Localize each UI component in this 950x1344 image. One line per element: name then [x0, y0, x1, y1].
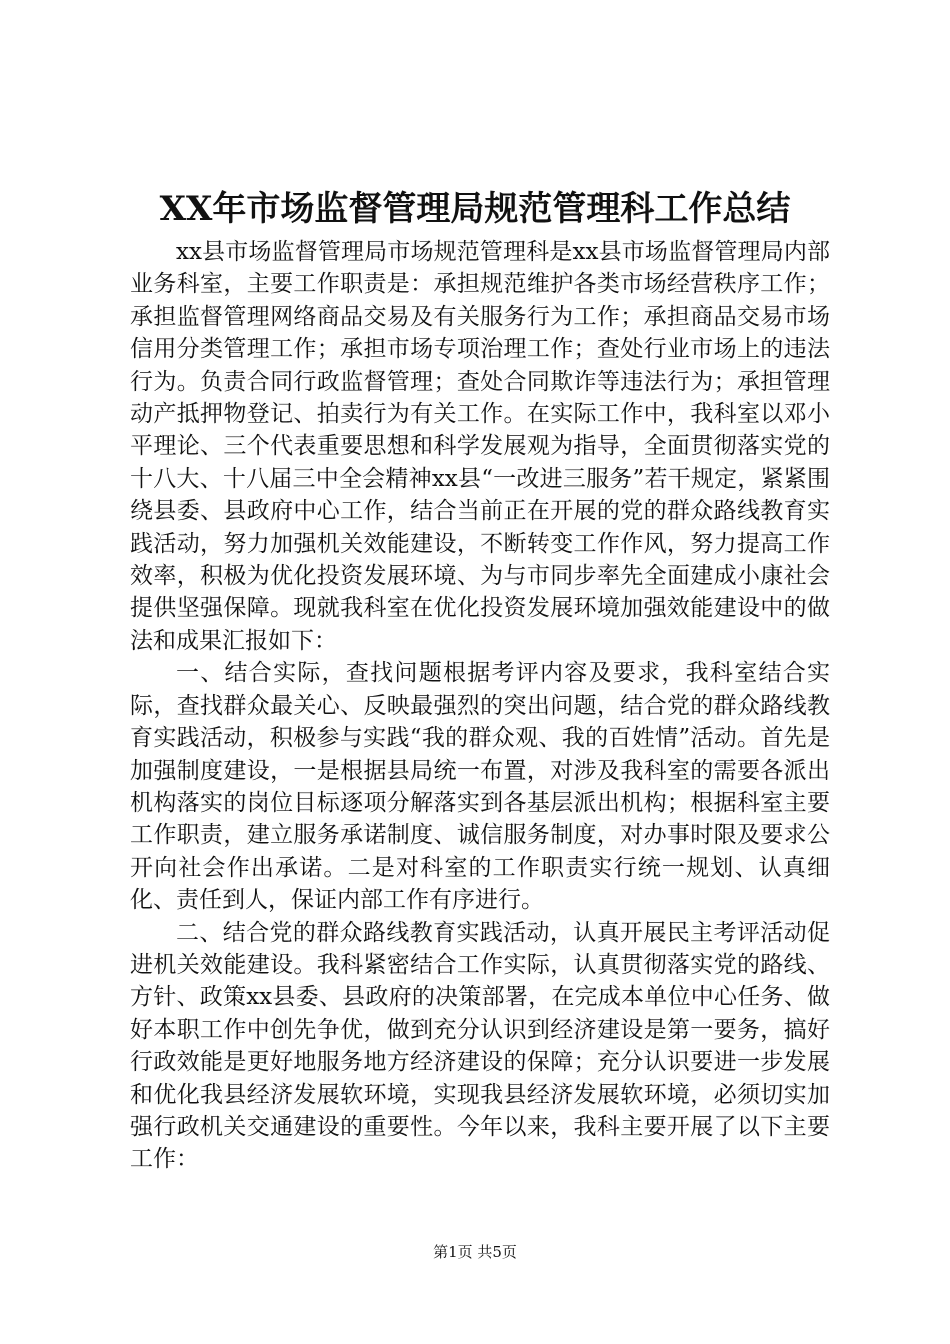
page-footer: 第1页 共5页 [433, 1243, 517, 1261]
document-title: XX年市场监督管理局规范管理科工作总结 [159, 189, 791, 229]
paragraph-section-1: 一、结合实际，查找问题根据考评内容及要求，我科室结合实际，查找群众最关心、反映最强烈的突出问题，结合党的群众路线教育实践活动，积极参与实践“我的群众观、我的百姓情”活动。首先是加强制度建设，一是根据县局统一布置，对涉及我科室的需要各派出机构落实的岗位目标逐项分解落实到各基层派出机构；根据科室主要工作职责，建立服务承诺制度、诚信服务制度，对办事时限及要求公开向社会作出承诺。二是对科室的工作职责实行统一规划、认真细化、责任到人，保证内部工作有序进行。 [130, 660, 830, 914]
paragraph-section-2: 二、结合党的群众路线教育实践活动，认真开展民主考评活动促进机关效能建设。我科紧密结合工作实际，认真贯彻落实党的路线、方针、政策xx县委、县政府的决策部署，在完成本单位中心任务、做好本职工作中创先争优，做到充分认识到经济建设是第一要务，搞好行政效能是更好地服务地方经济建设的保障；充分认识要进一步发展和优化我县经济发展软环境，实现我县经济发展软环境，必须切实加强行政机关交通建设的重要性。今年以来，我科主要开展了以下主要工作： [130, 919, 830, 1173]
document-body [130, 236, 830, 1176]
paragraph-intro: xx县市场监督管理局市场规范管理科是xx县市场监督管理局内部业务科室，主要工作职责是：承担规范维护各类市场经营秩序工作；承担监督管理网络商品交易及有关服务行为工作；承担商品交易市场信用分类管理工作；承担市场专项治理工作；查处行业市场上的违法行为。负责合同行政监督管理；查处合同欺诈等违法行为；承担管理动产抵押物登记、拍卖行为有关工作。在实际工作中，我科室以邓小平理论、三个代表重要思想和科学发展观为指导，全面贯彻落实党的十八大、十八届三中全会精神xx县“一改进三服务”若干规定，紧紧围绕县委、县政府中心工作，结合当前正在开展的党的群众路线教育实践活动，努力加强机关效能建设，不断转变工作作风，努力提高工作效率，积极为优化投资发展环境、为与市同步率先全面建成小康社会提供坚强保障。现就我科室在优化投资发展环境加强效能建设中的做法和成果汇报如下： [130, 239, 830, 654]
